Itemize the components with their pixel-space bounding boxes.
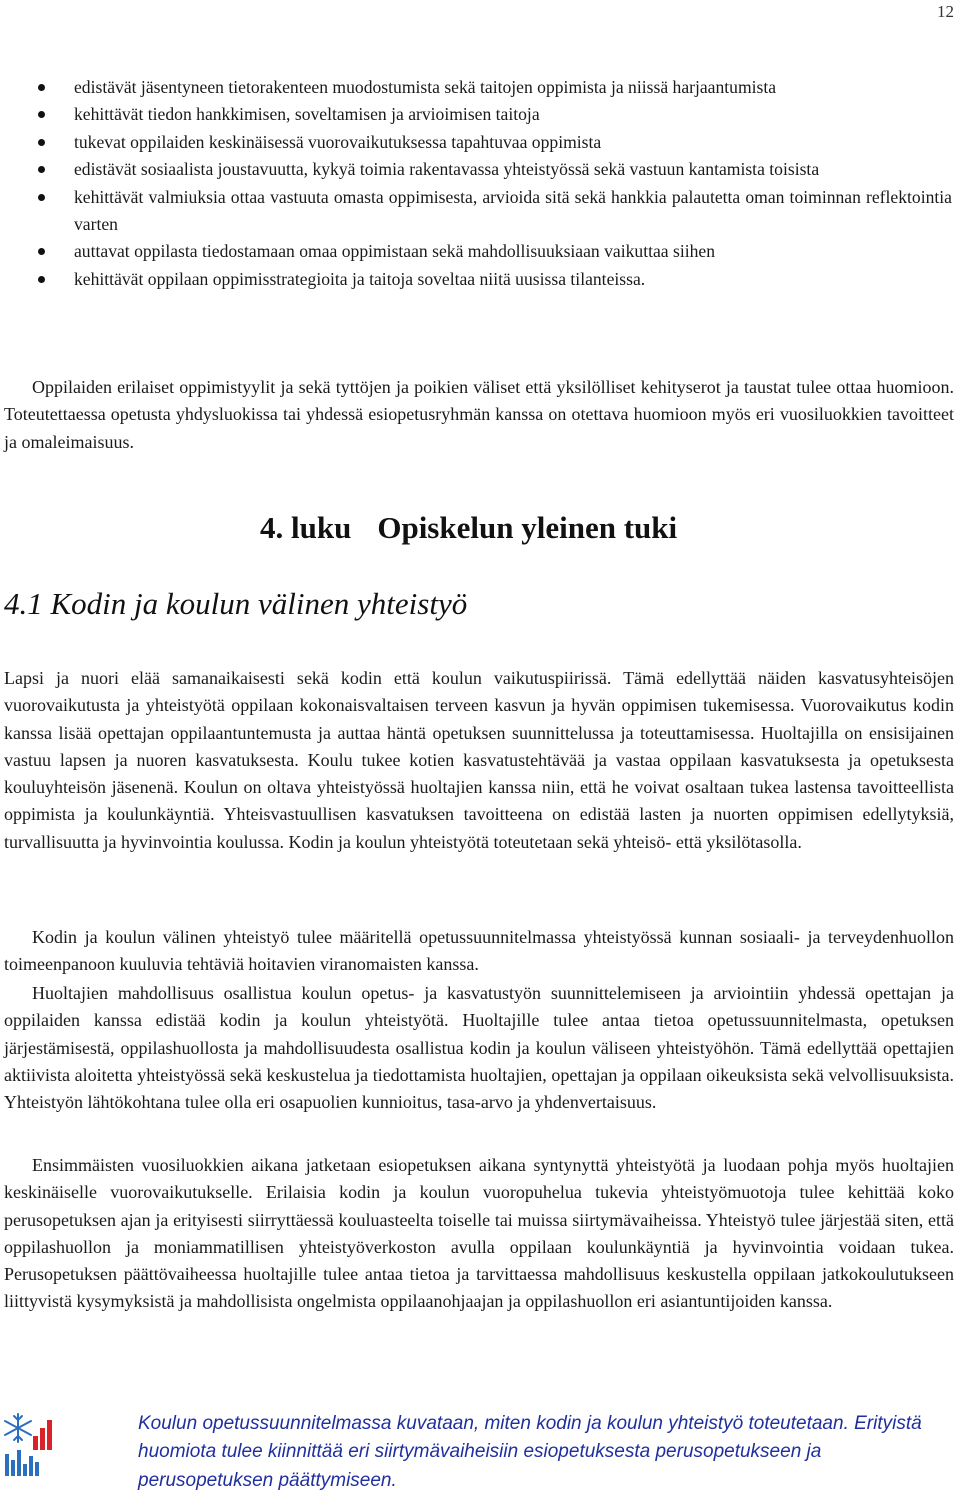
bullet-icon	[38, 248, 45, 255]
chapter-heading	[260, 510, 677, 546]
paragraph: Huoltajien mahdollisuus osallistua koulun opetus- ja kasvatustyön suunnittelemiseen ja arviointiin yhdessä opettajan ja oppilaiden kanssa edistää kodin ja koulun yhteistyötä. Huoltajille tulee antaa tietoa opetussuunnitelmasta, opetuksen järjestämisestä, oppilashuollosta ja mahdollisuudesta osallistua kodin ja koulun väliseen yhteistyöhön. Tämä edellyttää opettajien aktiivista aloitetta yhteistyössä sekä keskustelua ja tiedottamista huoltajien, opettajan ja oppilaan oikeuksista sekä velvollisuuksista. Yhteistyön lähtökohtana tulee olla eri osapuolien kunnioitus, tasa-arvo ja yhdenvertaisuus.	[4, 983, 954, 1113]
bullet-icon	[38, 166, 45, 173]
paragraph: Lapsi ja nuori elää samanaikaisesti sekä kodin että koulun vaikutuspiirissä. Tämä edellyttää näiden kasvatusyhteisöjen vuorovaikutusta ja yhteistyötä oppilaan kokonaisvaltaisen terveen kasvun ja hyvän oppimisen tukemisessa. Vuorovaikutus kodin kanssa lisää opettajan oppilaantuntemusta ja auttaa häntä opetuksen suunnittelussa ja toteuttamisessa. Huoltajilla on ensisijainen vastuu lapsen ja nuoren kasvatuksesta. Koulu tukee kotien kasvatustehtävää ja vastaa oppilaan kasvatuksesta ja opetuksesta kouluyhteisön jäsenenä. Koulun on oltava yhteistyössä huoltajien kanssa niin, että he voivat osaltaan tukea lastensa tavoitteellista oppimista ja koulunkäyntiä. Yhteisvastuullisen kasvatuksen tavoitteena on edistää lasten ja nuorten oppimisen edellytyksiä, turvallisuutta ja hyvinvointia koulussa. Kodin ja koulun yhteistyötä toteutetaan sekä yhteisö- että yksilötasolla.	[4, 668, 954, 852]
paragraph: Ensimmäisten vuosiluokkien aikana jatketaan esiopetuksen aikana syntynyttä yhteistyötä ja luodaan pohja myös huoltajien keskinäiselle vuorovaikutukselle. Erilaisia kodin ja koulun vuoropuhelua tukevia yhteistyömuotoja tulee kehittää koko perusopetuksen ajan ja erityisesti siirryttäessä kouluasteelta toiselle tai muissa siirtymävaiheissa. Yhteistyö tulee järjestää siten, että oppilashuollon ja moniammatillisen yhteistyöverkoston avulla oppilaan koulunkäyntiä ja hyvinvointia voidaan tukea. Perusopetuksen päättövaiheessa huoltajille tulee antaa tietoa ja tarvittaessa mahdollisuus keskustella oppilaan jatkokoulutukseen liittyvistä kysymyksistä ja mahdollisista ongelmista oppilaanohjaajan ja oppilashuollon eri asiantuntijoiden kanssa.	[4, 1155, 954, 1312]
list-item-text: kehittävät tiedon hankkimisen, soveltamisen ja arvioimisen taitoja	[74, 104, 540, 125]
list-item-text: edistävät sosiaalista joustavuutta, kykyä toimia rakentavassa yhteistyössä sekä vastuun kantamista toisista	[74, 159, 820, 180]
bullet-icon	[38, 276, 45, 283]
bullet-icon	[38, 111, 45, 118]
bullet-icon	[38, 194, 45, 201]
bullet-list	[0, 74, 960, 293]
chapter-number: 4. luku	[260, 510, 352, 545]
bullet-icon	[38, 139, 45, 146]
list-item	[0, 266, 960, 293]
list-item	[0, 74, 960, 101]
list-item-text: edistävät jäsentyneen tietorakenteen muodostumista sekä taitojen oppimista ja niissä harjaantumista	[74, 77, 777, 97]
snowflake-bar-logo-icon	[0, 1408, 60, 1480]
list-item	[0, 101, 960, 128]
list-item-text: auttavat oppilasta tiedostamaan omaa oppimistaan sekä mahdollisuuksiaan vaikuttaa siihen	[74, 241, 716, 262]
bullet-icon	[38, 84, 45, 91]
page-number: 12	[937, 2, 954, 21]
list-item	[0, 184, 960, 239]
list-item	[0, 156, 960, 183]
callout-note: Koulun opetussuunnitelmassa kuvataan, miten kodin ja koulun yhteistyö toteutetaan. Erityistä huomiota tulee kiinnittää eri siirtymävaiheisiin esiopetuksesta perusopetukseen ja perusopetuksen päättymiseen.	[138, 1413, 922, 1491]
section-heading: 4.1 Kodin ja koulun välinen yhteistyö	[4, 586, 468, 621]
intro-paragraph: Oppilaiden erilaiset oppimistyylit ja sekä tyttöjen ja poikien väliset että yksilölliset kehityserot ja taustat tulee ottaa huomioon. Toteutettaessa opetusta yhdysluokissa tai yhdessä esiopetusryhmän kanssa on otettava huomioon myös eri vuosiluokkien tavoitteet ja omaleimaisuus.	[4, 377, 954, 452]
list-item	[0, 238, 960, 265]
list-item-text: kehittävät valmiuksia ottaa vastuuta omasta oppimisesta, arvioida sitä sekä hankkia palautetta oman toiminnan reflektointia varten	[74, 186, 952, 235]
list-item	[0, 129, 960, 156]
list-item-text: tukevat oppilaiden keskinäisessä vuorovaikutuksessa tapahtuvaa oppimista	[74, 131, 602, 152]
chapter-title: Opiskelun yleinen tuki	[377, 510, 678, 545]
paragraph: Kodin ja koulun välinen yhteistyö tulee määritellä opetussuunnitelmassa yhteistyössä kunnan sosiaali- ja terveydenhuollon toimeenpanoon kuuluvia tehtäviä hoitavien viranomaisten kanssa.	[4, 927, 954, 975]
list-item-text: kehittävät oppilaan oppimisstrategioita ja taitoja soveltaa niitä uusissa tilanteissa.	[74, 268, 646, 289]
